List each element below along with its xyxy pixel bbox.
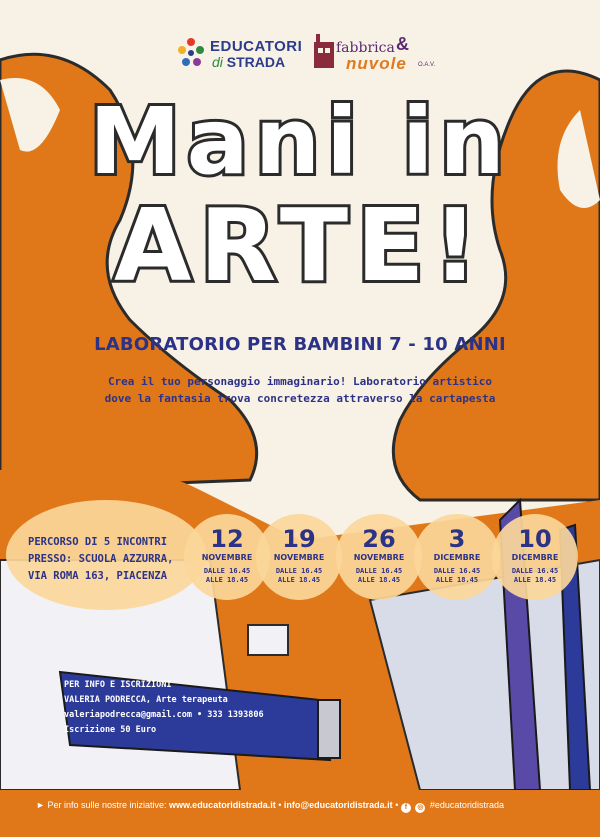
date-month: DICEMBRE — [511, 553, 559, 562]
date-time-from: DALLE 16.45 — [355, 567, 403, 575]
footer-row — [36, 800, 504, 813]
footer-intro: Per info sulle nostre iniziative: — [47, 800, 167, 810]
people-circle-icon — [176, 36, 206, 70]
subtitle: LABORATORIO PER BAMBINI 7 - 10 ANNI — [94, 334, 506, 355]
facebook-icon[interactable]: f — [401, 803, 411, 813]
date-item — [496, 526, 574, 585]
venue-line-1: PERCORSO DI 5 INCONTRI — [28, 536, 168, 548]
arrow-icon: ► — [36, 800, 45, 810]
contact-info — [64, 678, 294, 738]
ampersand-text: & — [396, 34, 409, 54]
info-heading: PER INFO E ISCRIZIONI — [64, 680, 172, 690]
footer-hashtag[interactable]: #educatoridistrada — [429, 800, 504, 810]
venue-line-2: PRESSO: SCUOLA AZZURRA, — [28, 553, 174, 565]
date-time-to: ALLE 18.45 — [277, 576, 321, 584]
footer-separator-2: • — [395, 800, 399, 810]
date-day: 3 — [448, 525, 466, 553]
date-item — [418, 526, 496, 585]
date-item — [260, 526, 338, 585]
date-time-to: ALLE 18.45 — [357, 576, 401, 584]
date-month: NOVEMBRE — [353, 553, 405, 562]
date-time-to: ALLE 18.45 — [435, 576, 479, 584]
venue-info — [28, 534, 198, 585]
date-time-from: DALLE 16.45 — [275, 567, 323, 575]
educatori-logo-text: EDUCATORI — [210, 38, 303, 55]
info-fee: Iscrizione 50 Euro — [64, 725, 157, 735]
date-item — [340, 526, 418, 585]
date-day: 26 — [362, 525, 396, 553]
date-day: 12 — [210, 525, 244, 553]
date-month: NOVEMBRE — [201, 553, 253, 562]
footer-email-link[interactable]: info@educatoridistrada.it — [283, 800, 393, 810]
oav-text: O.A.V. — [418, 62, 436, 68]
date-day: 19 — [282, 525, 316, 553]
date-item — [188, 526, 266, 585]
date-time-from: DALLE 16.45 — [203, 567, 251, 575]
footer-bar — [0, 790, 600, 837]
factory-icon — [312, 32, 338, 70]
fabbrica-nuvole-logo — [312, 32, 442, 76]
date-time-to: ALLE 18.45 — [513, 576, 557, 584]
instagram-icon[interactable]: ◎ — [417, 804, 424, 811]
info-contact: VALERIA PODRECCA, Arte terapeuta — [64, 695, 228, 705]
description: Crea il tuo personaggio immaginario! Laboratorio artistico dove la fantasia trova concretezza attraverso la cartapesta — [104, 375, 496, 405]
date-time-from: DALLE 16.45 — [433, 567, 481, 575]
date-month: NOVEMBRE — [273, 553, 325, 562]
nuvole-text: nuvole — [346, 54, 407, 73]
venue-line-3: VIA ROMA 163, PIACENZA — [28, 570, 168, 582]
title-line-1: Mani in — [89, 88, 511, 195]
footer-separator: • — [278, 800, 282, 810]
info-email-phone[interactable]: valeriapodrecca@gmail.com • 333 1393806 — [64, 710, 264, 720]
date-day: 10 — [518, 525, 552, 553]
date-time-to: ALLE 18.45 — [205, 576, 249, 584]
fabbrica-text: fabbrica — [336, 40, 395, 56]
di-strada-logo-text: di STRADA — [212, 54, 286, 70]
date-month: DICEMBRE — [433, 553, 481, 562]
date-time-from: DALLE 16.45 — [511, 567, 559, 575]
title-line-2: ARTE! — [113, 187, 487, 304]
footer-website-link[interactable]: www.educatoridistrada.it — [169, 800, 276, 810]
